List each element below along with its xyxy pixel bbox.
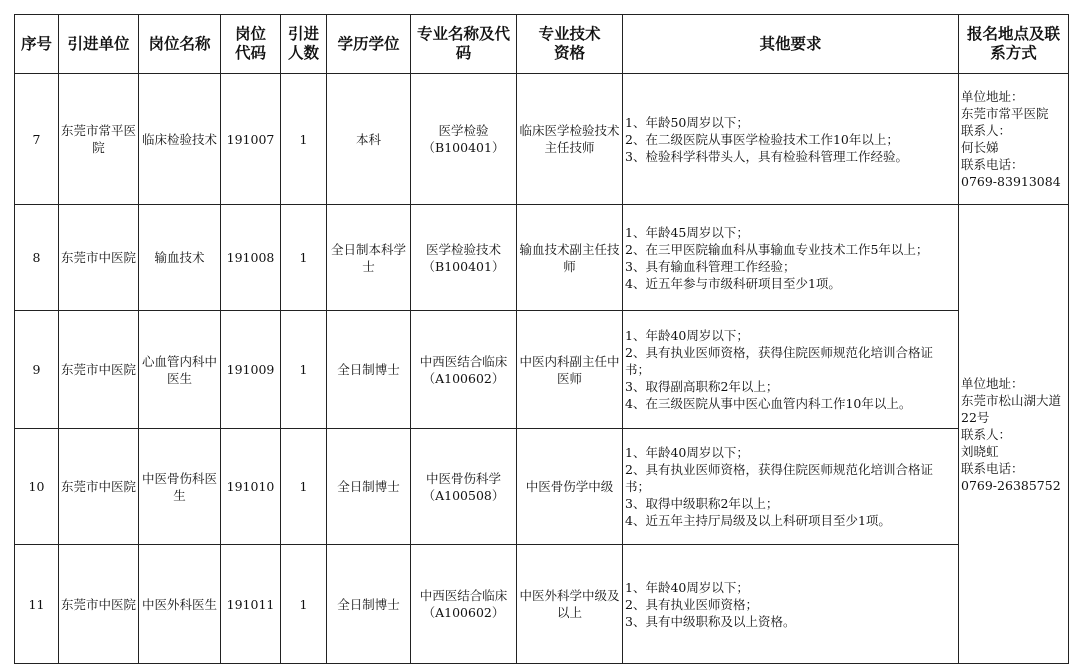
cell-post-name: 输血技术 [139, 205, 221, 311]
cell-requirements [623, 205, 959, 311]
cell-post-name: 心血管内科中医生 [139, 311, 221, 429]
requirement-item: 2、具有执业医师资格，获得住院医师规范化培训合格证书； [625, 462, 933, 494]
contact-person-label: 联系人： [961, 123, 1012, 138]
header-tech: 专业技术资格 [517, 15, 623, 74]
requirement-item: 3、取得中级职称2年以上； [625, 496, 779, 511]
cell-post-code: 191011 [221, 545, 281, 664]
header-other: 其他要求 [623, 15, 959, 74]
contact-person: 刘晓虹 [961, 443, 999, 459]
requirement-item: 2、具有执业医师资格； [625, 596, 758, 612]
cell-post-name: 中医外科医生 [139, 545, 221, 664]
cell-unit: 东莞市中医院 [59, 205, 139, 311]
header-post-name: 岗位名称 [139, 15, 221, 74]
header-contact: 报名地点及联系方式 [959, 15, 1069, 74]
cell-major [411, 74, 517, 205]
cell-unit: 东莞市常平医院 [59, 74, 139, 205]
requirement-item: 1、年龄40周岁以下； [625, 328, 749, 343]
major-name: 中医骨伤科学 [425, 470, 501, 486]
cell-unit: 东莞市中医院 [59, 311, 139, 429]
cell-count: 1 [281, 429, 327, 545]
contact-address: 东莞市常平医院 [961, 106, 1049, 121]
major-name: 中西医结合临床 [419, 588, 508, 603]
contact-person-label: 联系人： [961, 426, 1012, 442]
requirement-item: 1、年龄50周岁以下； [625, 114, 749, 130]
cell-seq: 9 [15, 311, 59, 429]
major-name: 医学检验 [438, 123, 489, 138]
cell-post-code: 191008 [221, 205, 281, 311]
recruitment-table [14, 14, 1069, 664]
cell-tech: 临床医学检验技术主任技师 [517, 74, 623, 205]
cell-requirements [623, 74, 959, 205]
contact-phone-label: 联系电话： [961, 460, 1024, 476]
cell-seq: 8 [15, 205, 59, 311]
header-seq: 序号 [15, 15, 59, 74]
cell-post-code: 191007 [221, 74, 281, 205]
cell-major [411, 429, 517, 545]
table-row [15, 74, 1069, 205]
cell-tech: 中医内科副主任中医师 [517, 311, 623, 429]
cell-tech: 中医骨伤学中级 [517, 429, 623, 545]
requirement-item: 4、近五年参与市级科研项目至少1项。 [625, 275, 841, 291]
cell-major [411, 205, 517, 311]
cell-tech: 输血技术副主任技师 [517, 205, 623, 311]
cell-post-name: 临床检验技术 [139, 74, 221, 205]
major-name: 中西医结合临床 [419, 353, 508, 369]
contact-address-label: 单位地址： [961, 89, 1024, 104]
header-education: 学历学位 [327, 15, 411, 74]
header-post-code: 岗位代码 [221, 15, 281, 74]
cell-requirements [623, 545, 959, 664]
cell-major [411, 311, 517, 429]
table-row [15, 311, 1069, 429]
contact-person: 何长娣 [961, 140, 999, 155]
cell-seq: 7 [15, 74, 59, 205]
cell-major [411, 545, 517, 664]
table-row [15, 429, 1069, 545]
contact-address: 东莞市松山湖大道22号 [961, 392, 1062, 425]
contact-phone-label: 联系电话： [961, 157, 1024, 172]
requirement-item: 3、具有中级职称及以上资格。 [625, 613, 796, 629]
requirement-item: 2、在二级医院从事医学检验技术工作10年以上； [625, 131, 899, 147]
requirement-item: 4、近五年主持厅局级及以上科研项目至少1项。 [625, 513, 891, 528]
cell-requirements [623, 311, 959, 429]
header-count: 引进人数 [281, 15, 327, 74]
major-code: （B100401） [422, 258, 505, 274]
cell-education: 全日制博士 [327, 311, 411, 429]
cell-contact-changping [959, 74, 1069, 205]
cell-education: 全日制本科学士 [327, 205, 411, 311]
header-major: 专业名称及代码 [411, 15, 517, 74]
header-unit: 引进单位 [59, 15, 139, 74]
cell-post-code: 191009 [221, 311, 281, 429]
contact-phone: 0769-83913084 [961, 174, 1061, 189]
cell-unit: 东莞市中医院 [59, 429, 139, 545]
cell-education: 全日制博士 [327, 545, 411, 664]
major-code: （A100602） [422, 605, 505, 620]
cell-education: 全日制博士 [327, 429, 411, 545]
table-row [15, 205, 1069, 311]
cell-contact-zhongyi [959, 205, 1069, 664]
cell-seq: 11 [15, 545, 59, 664]
cell-unit: 东莞市中医院 [59, 545, 139, 664]
cell-count: 1 [281, 74, 327, 205]
major-code: （B100401） [422, 140, 505, 155]
cell-count: 1 [281, 545, 327, 664]
cell-count: 1 [281, 205, 327, 311]
cell-requirements [623, 429, 959, 545]
requirement-item: 3、检验科学科带头人，具有检验科管理工作经验。 [625, 148, 908, 164]
major-name: 医学检验技术 [425, 241, 501, 257]
contact-phone: 0769-26385752 [961, 477, 1061, 493]
requirement-item: 2、在三甲医院输血科从事输血专业技术工作5年以上； [625, 241, 929, 257]
requirement-item: 4、在三级医院从事中医心血管内科工作10年以上。 [625, 396, 912, 411]
table-row [15, 545, 1069, 664]
requirement-item: 3、取得副高职称2年以上； [625, 379, 779, 394]
requirement-item: 1、年龄45周岁以下； [625, 224, 749, 240]
requirement-item: 1、年龄40周岁以下； [625, 579, 749, 595]
major-code: （A100602） [422, 370, 505, 386]
cell-count: 1 [281, 311, 327, 429]
cell-post-code: 191010 [221, 429, 281, 545]
header-row [15, 15, 1069, 74]
requirement-item: 1、年龄40周岁以下； [625, 445, 749, 460]
major-code: （A100508） [422, 487, 505, 503]
contact-address-label: 单位地址： [961, 375, 1024, 391]
cell-seq: 10 [15, 429, 59, 545]
cell-post-name: 中医骨伤科医生 [139, 429, 221, 545]
requirement-item: 2、具有执业医师资格，获得住院医师规范化培训合格证书； [625, 345, 933, 377]
requirement-item: 3、具有输血科管理工作经验； [625, 258, 796, 274]
cell-tech: 中医外科学中级及以上 [517, 545, 623, 664]
cell-education: 本科 [327, 74, 411, 205]
